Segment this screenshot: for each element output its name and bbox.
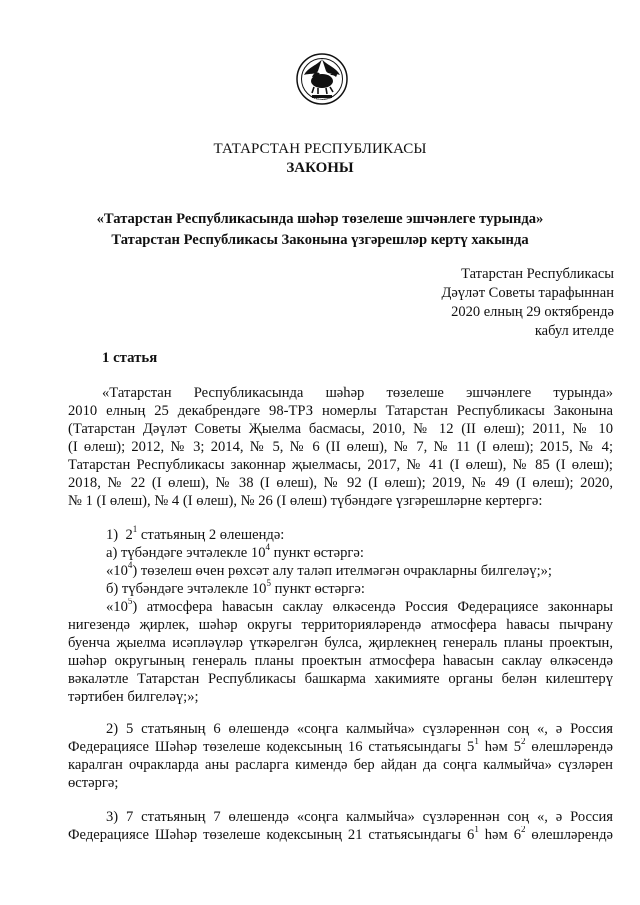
item-3-line: 3) 7 статьяның 7 өлешендә «соңга калмыйча» сүзләреннән соң «, ә Россия [106,809,613,825]
title-line-1: «Татарстан Республикасында шәһәр төзелеше эшчәнлеге турында» [96,211,544,227]
adoption-line: 2020 елның 29 октябрендә [451,304,614,320]
body-line: вәкаләтле Татарстан Республикасы башкарма хакимияте органы белән килештерү [68,671,613,687]
tatarstan-coat-of-arms-icon [296,53,348,105]
body-line: (Татарстан Дәүләт Советы Җыелма басмасы, 2010, № 12 (II өлеш); 2011, № 10 [68,421,613,437]
item-2-line: 2) 5 статьяның 6 өлешендә «соңга калмыйча» сүзләреннән соң «, ә Россия [106,721,613,737]
adoption-block [354,265,614,341]
body-line: № 1 (I өлеш), № 4 (I өлеш), № 26 (I өлеш) түбәндәге үзгәрешләрне кертергә: [68,493,543,509]
item-1-line: 1) $2^1$ статьяның 2 өлешендә: [106,524,285,543]
item-2-line: Федерациясе Шәһәр төзелеше кодексының 16 статьясындагы $5^1$ һәм $5^2$ өлешләрендә [68,738,613,755]
body-line: Татарстан Республикасы законнар җыелмасы, 2017, № 41 (I өлеш), № 85 (I өлеш); [68,457,613,473]
adoption-line: Дәүләт Советы тарафыннан [441,285,614,301]
body-line: 2010 елның 25 декабрендәге 98-ТРЗ номерлы Татарстан Республикасы Законына [68,403,613,419]
item-1a-quote: «$10^4$) төзелеш өчен рөхсәт алу таләп ителмәгән очракларны билгеләү;»; [106,560,552,579]
body-line: шәһәр округының генераль планы проектын атмосфера һавасын саклау өлкәсендә [68,653,613,669]
body-line: (I өлеш); 2012, № 3; 2014, № 5, № 6 (II өлеш), № 7, № 11 (I өлеш); 2015, № 4; [68,439,613,455]
item-1b-quote: «$10^5$) атмосфера һавасын саклау өлкәсендә Россия Федерациясе законнары [106,598,613,615]
body-line: буенча җыелма исәпләүләр үткәрелгән булса, җирлекнең генераль планы проектын, [68,635,613,651]
body-line: «Татарстан Республикасында шәһәр төзелеше эшчәнлеге турында» [102,385,613,401]
header-law: ЗАКОНЫ [286,160,354,176]
item-2-line: каралган очракларда аны расларга кимендә бер айдан да соңга калмыйча» сүзләрен [68,757,613,773]
item-1b-line: б) түбәндәге эчтәлекле $10^5$ пункт өстәргә: [106,578,365,597]
item-2-line: өстәргә; [68,775,119,791]
article-heading: 1 статья [102,350,158,366]
emblem-ring-text: ТАТАРСТАН [312,97,332,102]
header-republic: ТАТАРСТАН РЕСПУБЛИКАСЫ [213,141,427,157]
body-line: 2018, № 22 (I өлеш), № 38 (I өлеш), № 92 (I өлеш); 2019, № 49 (I өлеш); 2020, [68,475,613,491]
adoption-line: Татарстан Республикасы [461,266,614,282]
title-line-2: Татарстан Республикасы Законына үзгәрешләр кертү хакында [111,232,529,248]
item-3-line: Федерациясе Шәһәр төзелеше кодексының 21 статьясындагы $6^1$ һәм $6^2$ өлешләрендә [68,826,613,843]
adoption-line: кабул ителде [534,323,614,339]
body-line: нигезендә җирлек, шәһәр округы территорияләрендә атмосфера һавасы пычрану [68,617,613,633]
item-1a-line: а) түбәндәге эчтәлекле $10^4$ пункт өстәргә: [106,542,364,561]
body-line: тәртибен билгеләү;»; [68,689,199,705]
